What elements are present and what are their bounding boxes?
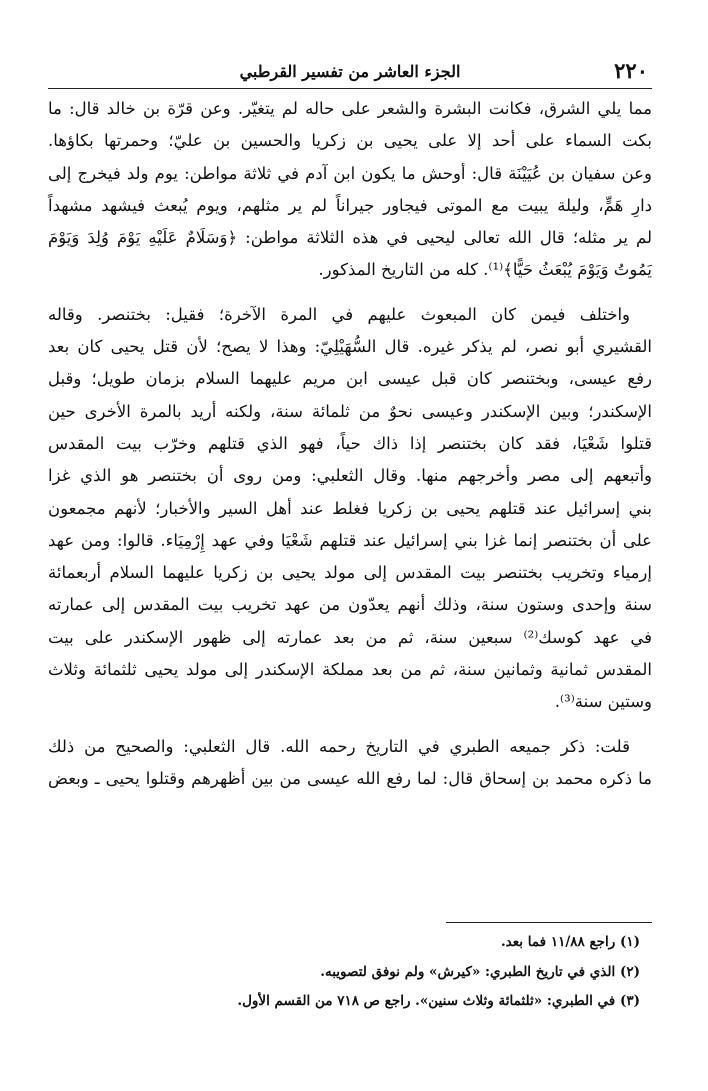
paragraph-3 — [48, 731, 652, 796]
text-line: قتلوا شَعْيَا، فقد كان بختنصر إذا ذاك حياً، فهو الذي قتلهم وخرّب بيت المقدس — [48, 433, 652, 453]
text-line: على أن بختنصر إنما غزا بني إسرائيل عند قتلهم شَعْيَا وفي عهد إِرْمِيَاء. قالوا: ومن عهد — [48, 530, 652, 550]
text-line: الإسكندر؛ وبين الإسكندر وعيسى نحوٌ من ثلمائة سنة، ولكنه أريد بالمرة الأخرى حين — [48, 401, 652, 421]
page-header — [48, 58, 652, 89]
text-line: إرمياء وتخريب بختنصر بيت المقدس إلى مولد يحيى بن زكريا عليهما السلام أربعمائة — [48, 563, 652, 583]
page-number: ٢٢٠ — [614, 58, 648, 83]
footnote-1: (١) راجع ١١/٨٨ فما بعد. — [500, 934, 640, 950]
page — [48, 0, 652, 1091]
footnote-separator — [446, 922, 652, 923]
text-line: المقدس ثمانية وثمانين سنة، ثم من بعد مملكة الإسكندر إلى مولد يحيى ثلثمائة وثلاث — [48, 660, 652, 680]
text-line: وأتبعهم إلى مصر وأخرجهم منها. وقال الثعلبي: ومن روى أن بختنصر هو الذي غزا — [48, 466, 652, 486]
text-line: سنة وإحدى وستون سنة، وذلك أنهم يعدّون من عهد تخريب بيت المقدس إلى عمارته — [48, 595, 652, 615]
text-line: دارِ هَمٍّ، وليلة يبيت مع الموتى فيجاور جيراناً لم ير مثلهم، ويوم يُبعث فيشهد مشهداً — [48, 195, 652, 215]
text-line: وعن سفيان بن عُيَيْنَة قال: أوحش ما يكون ابن آدم في ثلاثة مواطن: يوم ولد فيخرج إلى — [48, 163, 652, 183]
text-line: ما ذكره محمد بن إسحاق قال: لما رفع الله عيسى من بين أظهرهم وقتلوا يحيى ـ وبعض — [48, 768, 652, 788]
footnote-2: (٢) الذي في تاريخ الطبري: «كيرش» ولم نوفق لتصويبه. — [320, 963, 640, 980]
text-line: مما يلي الشرق، فكانت البشرة والشعر على حاله لم يتغيّر. وعن قرّة بن خالد قال: ما — [48, 99, 652, 118]
text-line: واختلف فيمن كان المبعوث عليهم في المرة الآخرة؛ فقيل: بختنصر. وقاله — [48, 304, 630, 324]
text-line: لم ير مثله؛ قال الله تعالى ليحيى في هذه الثلاثة مواطن: ﴿وَسَلَامٌ عَلَيْهِ يَوْمَ وُلِدَ وَيَوْمَ — [48, 228, 652, 248]
text-line: في عهد كوسك⁽²⁾ سبعين سنة، ثم من بعد عمارته إلى ظهور الإسكندر على بيت — [48, 627, 653, 647]
text-line: بني إسرائيل عند قتلهم يحيى بن زكريا فغلط عند أهل السير والأخبار؛ لأنهم مجمعون — [48, 498, 652, 518]
text-line: القشيري أبو نصر، لم يذكر غيره. قال السُّهَيْلِيّ: وهذا لا يصح؛ لأن قتل يحيى كان بعد — [48, 337, 652, 357]
text-line: رفع عيسى، وبختنصر كان قبل عيسى ابن مريم عليهما السلام بزمان طويل؛ وقبل — [48, 369, 652, 389]
paragraph-1 — [48, 93, 652, 287]
footnotes — [48, 928, 640, 1017]
text-line: بكت السماء على أحد إلا على يحيى بن زكريا والحسين بن عليّ؛ وحمرتها بكاؤها. — [48, 131, 652, 151]
running-title: الجزء العاشر من تفسير القرطبي — [239, 62, 461, 81]
footnote-3: (٣) في الطبري: «ثلثمائة وثلاث سنين». راجع ص ٧١٨ من القسم الأول. — [237, 993, 640, 1009]
paragraph-2 — [48, 299, 652, 719]
text-line: يَمُوتُ وَيَوْمَ يُبْعَثُ حَيًّا﴾⁽¹⁾. كله من التاريخ المذكور. — [318, 260, 652, 280]
text-line: قلت: ذكر جميعه الطبري في التاريخ رحمه الله. قال الثعلبي: والصحيح من ذلك — [48, 736, 630, 756]
text-line: وستين سنة⁽³⁾. — [554, 692, 652, 712]
body-text — [48, 93, 652, 795]
